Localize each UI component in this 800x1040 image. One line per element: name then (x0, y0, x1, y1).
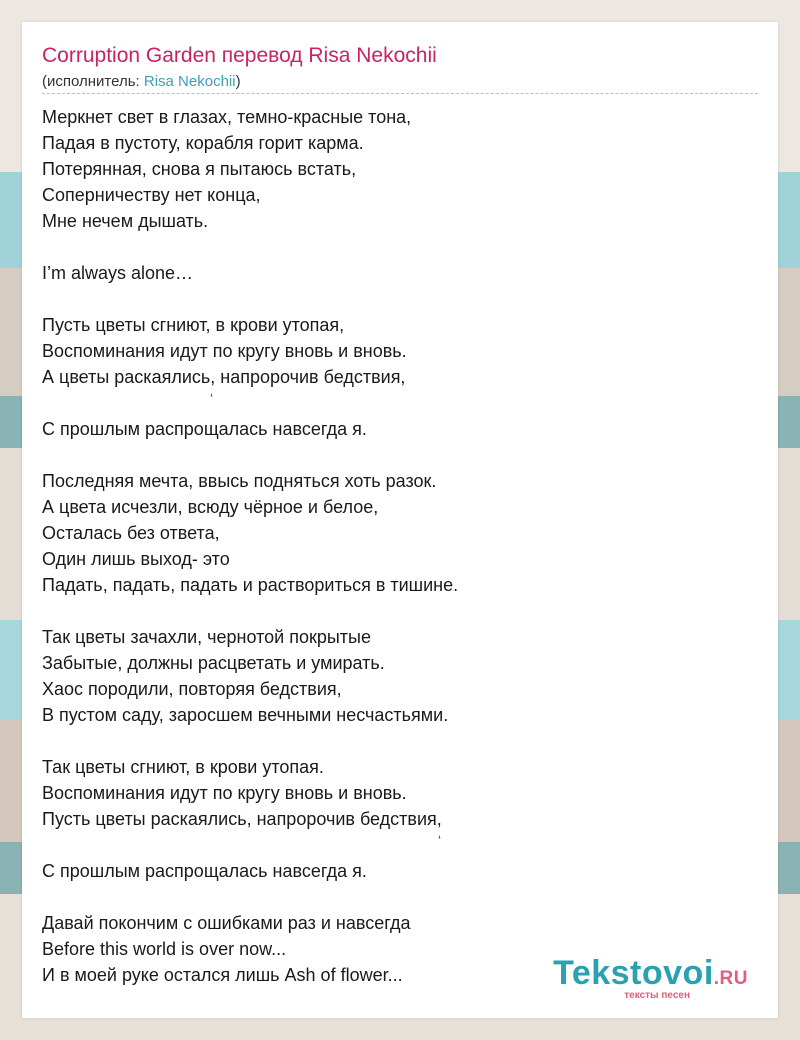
stray-mark-line (42, 832, 758, 858)
lyric-line: В пустом саду, заросшем вечными несчастьями. (42, 705, 449, 725)
lyric-line: Мне нечем дышать. (42, 211, 209, 231)
lyric-line: Так цветы зачахли, чернотой покрытые (42, 627, 371, 647)
lyric-line: Падать, падать, падать и раствориться в тишине. (42, 575, 459, 595)
stray-apostrophe: ‘ (438, 832, 442, 848)
stanza-break (42, 286, 758, 312)
stray-apostrophe: ‘ (210, 390, 214, 406)
artist-byline (42, 73, 241, 90)
lyric-line: А цветы раскаялись, напророчив бедствия, (42, 367, 406, 387)
lyric-line: Потерянная, снова я пытаюсь встать, (42, 159, 357, 179)
artist-link[interactable]: Risa Nekochii (143, 73, 236, 90)
lyric-line: Меркнет свет в глазах, темно-красные тона, (42, 107, 412, 127)
lyric-line: А цвета исчезли, всюду чёрное и белое, (42, 497, 379, 517)
lyric-line: Пусть цветы сгниют, в крови утопая, (42, 315, 345, 335)
logo-tagline: тексты песен (624, 990, 690, 1001)
stray-mark-line (42, 390, 758, 416)
lyric-line: Один лишь выход- это (42, 549, 230, 569)
title-divider (42, 93, 758, 94)
lyric-line: I’m always alone… (42, 263, 194, 283)
lyric-line: Хаос породили, повторяя бедствия, (42, 679, 342, 699)
lyric-line: И в моей руке остался лишь Ash of flower... (42, 965, 403, 985)
lyric-line: Забытые, должны расцветать и умирать. (42, 653, 385, 673)
lyric-line: Давай покончим с ошибками раз и навсегда (42, 913, 411, 933)
lyrics-text (42, 104, 758, 988)
lyric-line: Так цветы сгниют, в крови утопая. (42, 757, 324, 777)
lyric-line: Воспоминания идут по кругу вновь и вновь. (42, 783, 407, 803)
lyrics-card (22, 22, 778, 1018)
lyric-line: Воспоминания идут по кругу вновь и вновь. (42, 341, 407, 361)
stanza-break (42, 598, 758, 624)
byline-prefix: (исполнитель: (42, 73, 144, 90)
lyric-line: С прошлым распрощалась навсегда я. (42, 419, 367, 439)
stanza-break (42, 884, 758, 910)
byline-suffix: ) (235, 73, 241, 90)
logo-brand: Tekstovoi (553, 954, 714, 992)
lyric-line: Before this world is over now... (42, 939, 287, 959)
lyric-line: С прошлым распрощалась навсегда я. (42, 861, 367, 881)
lyric-line: Падая в пустоту, корабля горит карма. (42, 133, 364, 153)
stanza-break (42, 442, 758, 468)
lyric-line: Соперничеству нет конца, (42, 185, 261, 205)
page-title: Corruption Garden перевод Risa Nekochii (42, 44, 437, 67)
stanza-break (42, 728, 758, 754)
lyric-line: Пусть цветы раскаялись, напророчив бедствия, (42, 809, 442, 829)
lyric-line: Осталась без ответа, (42, 523, 220, 543)
site-logo[interactable] (553, 954, 748, 1001)
lyric-line: Последняя мечта, ввысь подняться хоть разок. (42, 471, 437, 491)
logo-tld: .RU (713, 968, 748, 989)
stanza-break (42, 234, 758, 260)
